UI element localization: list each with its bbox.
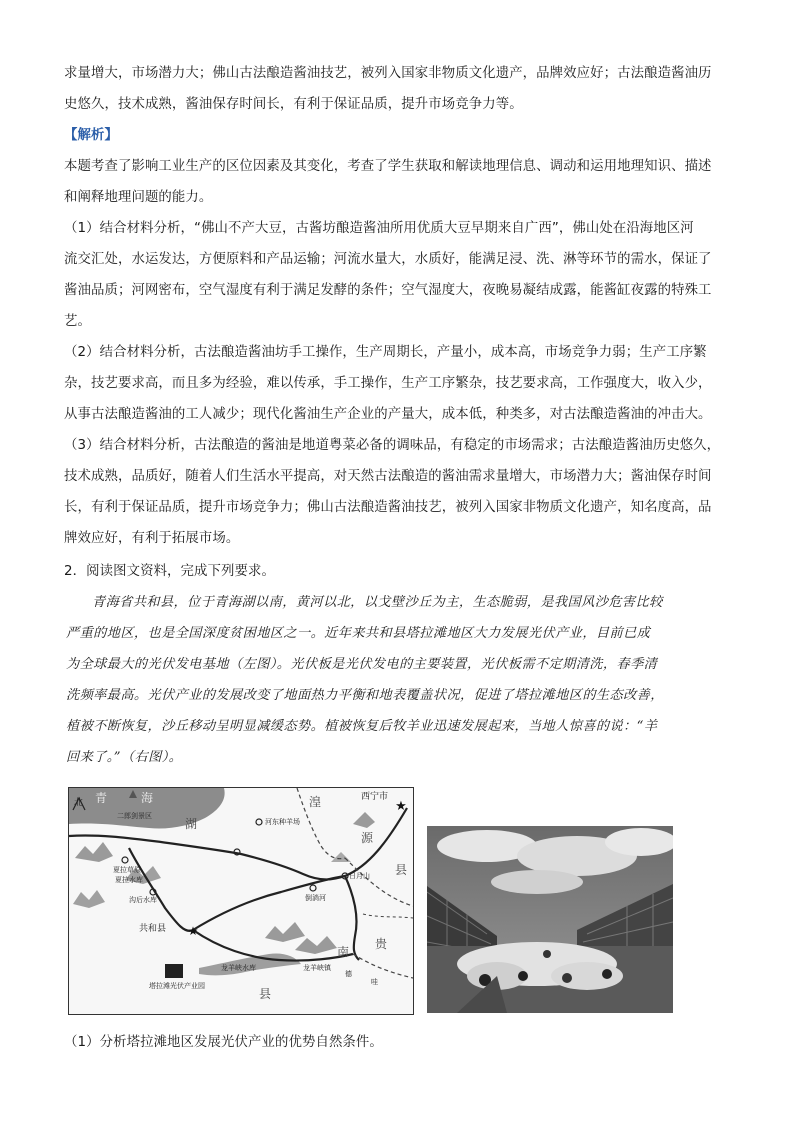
analysis-p1-line-1: （1）结合材料分析，“佛山不产大豆，古酱坊酿造酱油所用优质大豆早期来自广西”，佛山处在沿海地区河	[64, 221, 694, 236]
analysis-heading: 【解析】	[64, 128, 118, 143]
hedong-marker	[256, 819, 262, 825]
gonghe-star: ★	[187, 924, 199, 938]
nan-label: 南	[337, 945, 350, 959]
daotanghe-marker	[310, 885, 316, 891]
question-2-title: 2．阅读图文资料，完成下列要求。	[64, 564, 275, 579]
cloud	[491, 870, 583, 894]
material-line-6: 回来了。”（右图）。	[66, 750, 183, 765]
road-central	[193, 876, 345, 930]
material-line-2: 严重的地区，也是全国深度贫困地区之一。近年来共和县塔拉滩地区大力发展光伏产业，目前已成	[66, 626, 651, 641]
de-label: 德	[345, 970, 352, 978]
sheep-head	[543, 950, 551, 958]
analysis-p3-line-4: 牌效应好，有利于拓展市场。	[64, 531, 240, 546]
lake-label-hu: 湖	[185, 817, 198, 831]
gui-label: 贵	[375, 937, 388, 951]
longyang-town-label: 龙羊峡镇	[303, 964, 331, 972]
daotanghe-label: 倒淌河	[305, 894, 326, 902]
analysis-p2-line-1: （2）结合材料分析，古法酿造酱油坊手工操作，生产周期长，产量小，成本高，市场竞争力弱；生产工序繁	[64, 345, 707, 360]
answer-line-1: 求量增大，市场潜力大；佛山古法酿造酱油技艺，被列入国家非物质文化遗产，品牌效应好；古法酿造酱油历	[64, 66, 712, 81]
north-label: 北	[74, 798, 84, 808]
analysis-p1-line-2: 流交汇处，水运发达，方便原料和产品运输；河流水量大，水质好，能满足浸、洗、淋等环节的需水，保证了	[64, 252, 712, 267]
analysis-p3-line-1: （3）结合材料分析，古法酿造的酱油是地道粤菜必备的调味品，有稳定的市场需求；古法酿造酱油历史悠久，	[64, 438, 721, 453]
gouhou-label: 沟后水库	[129, 896, 157, 904]
photo-drawing	[427, 826, 673, 1013]
boundary-line	[353, 954, 413, 978]
sheep-solar-photo	[427, 826, 673, 1013]
lake-label-qing: 青	[95, 791, 108, 805]
analysis-intro-1: 本题考查了影响工业生产的区位因素及其变化，考查了学生获取和解读地理信息、调动和运用地理知识、描述	[64, 159, 712, 174]
material-line-1: 青海省共和县，位于青海湖以南，黄河以北，以戈壁沙丘为主，生态脆弱，是我国风沙危害比较	[92, 595, 663, 610]
road-west	[129, 848, 193, 931]
material-line-4: 洗频率最高。光伏产业的发展改变了地面热力平衡和地表覆盖状况，促进了塔拉滩地区的生态改善，	[66, 688, 664, 703]
mountain-shading	[73, 890, 105, 908]
analysis-p2-line-2: 杂，技艺要求高，而且多为经验，难以传承，手工操作，生产工序繁杂，技艺要求高，工作强度大，收入少，	[64, 376, 712, 391]
analysis-p1-line-4: 艺。	[64, 314, 91, 329]
huang-label: 湟	[309, 795, 322, 809]
xining-label: 西宁市	[361, 792, 389, 802]
hedong-label: 河东种羊场	[265, 818, 300, 826]
map-drawing	[69, 788, 413, 1014]
material-line-3: 为全球最大的光伏发电基地（左图）。光伏板是光伏发电的主要装置，光伏板需不定期清洗，春季清	[66, 657, 658, 672]
mountain-shading	[353, 812, 375, 828]
xiala-shuiku-label: 夏拉水库	[115, 876, 143, 884]
lake-label-hai: 海	[141, 791, 154, 805]
xining-star: ★	[395, 799, 407, 814]
riyueshan-label: 日月山	[349, 872, 370, 880]
erlang-label: 二郎剑景区	[117, 812, 152, 820]
talatan-park-marker	[165, 964, 183, 978]
material-line-5: 植被不断恢复，沙丘移动呈明显减缓态势。植被恢复后牧羊业迅速发展起来，当地人惊喜的说：“羊	[66, 719, 658, 734]
county-label-right: 县	[395, 863, 408, 877]
analysis-p1-line-3: 酱油品质；河网密布，空气湿度有利于满足发酵的条件；空气湿度大，夜晚易凝结成露，能酱缸夜露的特殊工	[64, 283, 712, 298]
talatan-label: 塔拉滩光伏产业园	[149, 982, 205, 990]
sheep-head	[562, 973, 572, 983]
gonghe-label: 共和县	[139, 924, 167, 934]
longyangxia-label: 龙羊峡水库	[221, 964, 256, 972]
boundary-line	[363, 914, 413, 918]
mountain-shading	[295, 936, 337, 954]
sheep-head	[602, 969, 612, 979]
county-label-bottom: 县	[259, 987, 272, 1001]
xiala-caoyuan-label: 夏拉草原	[113, 866, 141, 874]
answer-line-2: 史悠久，技术成熟，酱油保存时间长，有利于保证品质，提升市场竞争力等。	[64, 97, 523, 112]
gonghe-map	[68, 787, 414, 1015]
yuan-label: 源	[361, 831, 374, 845]
xiala-marker	[122, 857, 128, 863]
question-2-sub-1: （1）分析塔拉滩地区发展光伏产业的优势自然条件。	[64, 1035, 383, 1050]
wa-label: 哇	[371, 978, 378, 986]
mountain-shading	[265, 922, 305, 942]
mountain-shading	[75, 842, 113, 862]
analysis-p2-line-3: 从事古法酿造酱油的工人减少；现代化酱油生产企业的产量大，成本低，种类多，对古法酿造酱油的冲击大。	[64, 407, 712, 422]
analysis-p3-line-3: 长，有利于保证品质，提升市场竞争力；佛山古法酿造酱油技艺，被列入国家非物质文化遗产，知名度高，品	[64, 500, 712, 515]
sheep-flock	[551, 962, 623, 990]
analysis-p3-line-2: 技术成熟，品质好，随着人们生活水平提高，对天然古法酿造的酱油需求量增大，市场潜力大；酱油保存时间	[64, 469, 712, 484]
sheep-head	[518, 971, 528, 981]
analysis-intro-2: 和阐释地理问题的能力。	[64, 190, 213, 205]
